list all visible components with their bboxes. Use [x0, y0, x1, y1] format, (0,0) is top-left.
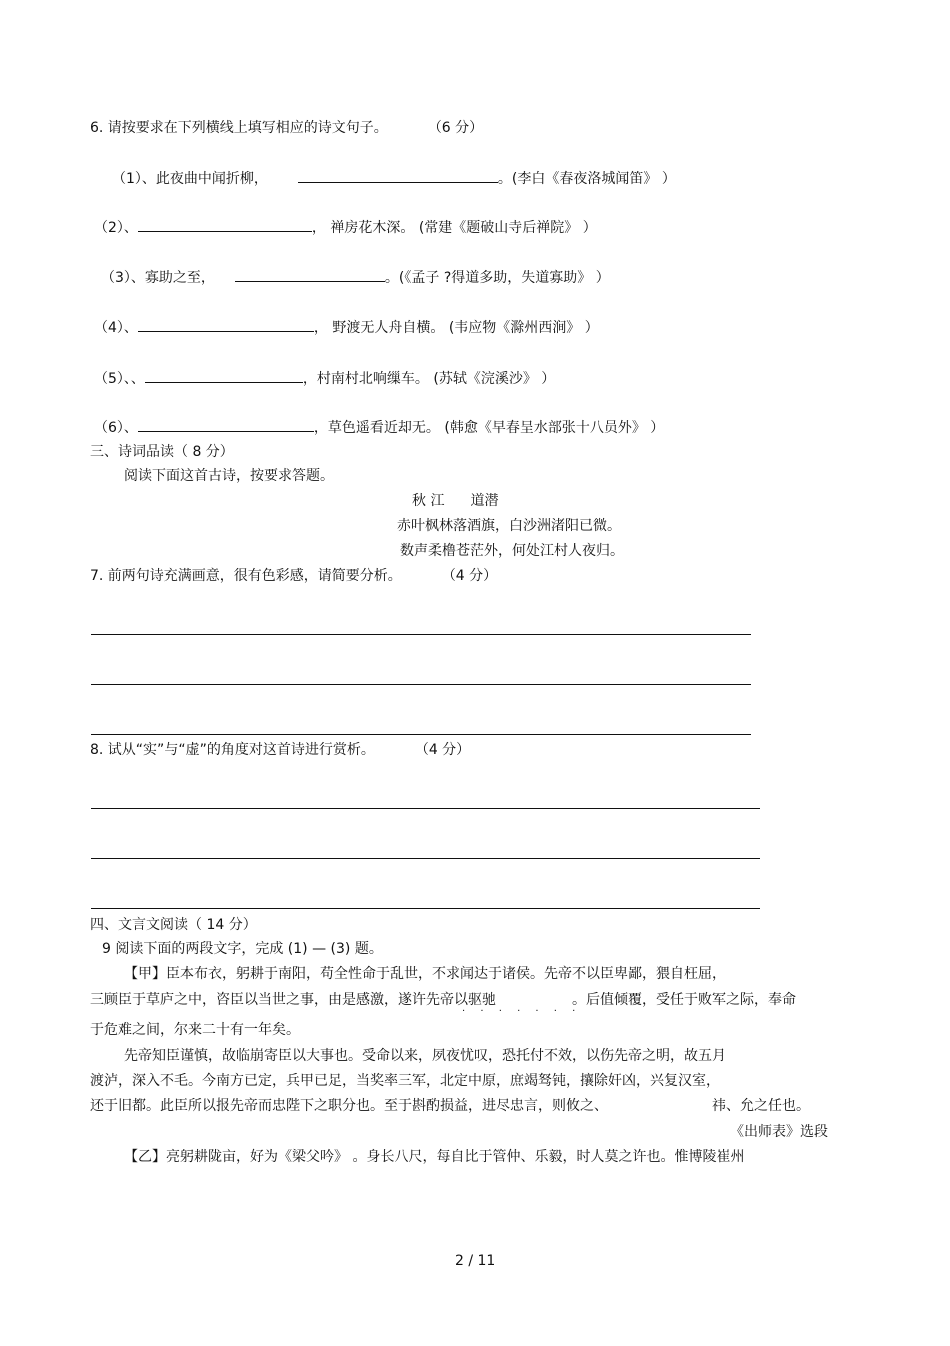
answer-line[interactable]: [91, 684, 751, 685]
poem-line-1: 赤叶枫林落酒旗，白沙洲渚阳已微。: [397, 518, 621, 534]
answer-line[interactable]: [91, 634, 751, 635]
poem-title: 秋 江 道潜: [412, 493, 499, 509]
q6-item-2: （2）、 ， 禅房花木深。 (常建《题破山寺后禅院》 ）: [94, 220, 597, 236]
passage-jia-line-3: 于危难之间，尔来二十有一年矣。: [90, 1022, 300, 1038]
q6-item-3: （3）、寡助之至， 。(《孟子 ?得道多助，失道寡助》 ）: [101, 270, 610, 286]
passage-jia-line-2: 三顾臣于草庐之中，咨臣以当世之事，由是感激，遂许先帝以驱驰: [90, 992, 496, 1008]
passage-jia-line-1: 【甲】臣本布衣，躬耕于南阳，苟全性命于乱世，不求闻达于诸侯。先帝不以臣卑鄙，猥自枉屈，: [124, 966, 726, 982]
emphasis-dots: · · · · · · ·: [462, 1006, 582, 1017]
poem-line-2: 数声柔橹苍茫外，何处江村人夜归。: [400, 543, 624, 559]
q8-prompt: 8. 试从“实”与“虚”的角度对这首诗进行赏析。 （4 分）: [90, 742, 471, 758]
answer-blank[interactable]: [298, 170, 498, 183]
answer-blank[interactable]: [145, 370, 303, 383]
answer-blank[interactable]: [138, 219, 312, 232]
passage-jia-line-5: 渡泸，深入不毛。今南方已定，兵甲已足，当奖率三军，北定中原，庶竭驽钝，攘除奸凶，兴复汉室，: [90, 1073, 720, 1089]
answer-line[interactable]: [91, 808, 760, 809]
passage-jia-line-6b: 祎、允之任也。: [712, 1098, 810, 1114]
q6-title: 6. 请按要求在下列横线上填写相应的诗文句子。 （6 分）: [90, 120, 484, 136]
passage-yi-line-1: 【乙】亮躬耕陇亩，好为《梁父吟》 。身长八尺，每自比于管仲、乐毅，时人莫之许也。惟博陵崔州: [124, 1149, 745, 1165]
section-3-heading: 三、诗词品读（ 8 分）: [90, 444, 234, 460]
q9-prompt: 9 阅读下面的两段文字，完成 (1) — (3) 题。: [102, 941, 383, 957]
q6-item-5: （5）、、 ，村南村北响缫车。 (苏轼《浣溪沙》 ）: [94, 371, 556, 387]
q6-item-1: （1）、此夜曲中闻折柳， 。(李白《春夜洛城闻笛》 ）: [112, 171, 676, 187]
answer-blank[interactable]: [138, 419, 314, 432]
answer-line[interactable]: [91, 908, 760, 909]
answer-line[interactable]: [91, 858, 760, 859]
section-4-heading: 四、文言文阅读（ 14 分）: [90, 917, 257, 933]
section-3-intro: 阅读下面这首古诗，按要求答题。: [124, 468, 334, 484]
poem-author: 道潜: [470, 493, 499, 509]
passage-source: 《出师表》选段: [730, 1124, 828, 1140]
page-number: 2 / 11: [455, 1253, 496, 1269]
q6-item-4: （4）、 ， 野渡无人舟自横。 (韦应物《滁州西涧》 ）: [94, 320, 599, 336]
answer-blank[interactable]: [235, 269, 385, 282]
passage-jia-line-4: 先帝知臣谨慎，故临崩寄臣以大事也。受命以来，夙夜忧叹，恐托付不效，以伤先帝之明，故五月: [124, 1048, 726, 1064]
q6-item-6: （6）、 ，草色遥看近却无。 (韩愈《早春呈水部张十八员外》 ）: [94, 420, 665, 436]
answer-line[interactable]: [91, 734, 751, 735]
q7-prompt: 7. 前两句诗充满画意，很有色彩感，请简要分析。 （4 分）: [90, 568, 498, 584]
passage-jia-line-6: 还于旧都。此臣所以报先帝而忠陛下之职分也。至于斟酌损益，进尽忠言，则攸之、: [90, 1098, 608, 1114]
answer-blank[interactable]: [138, 319, 314, 332]
passage-jia-line-2b: 。后值倾覆，受任于败军之际，奉命: [572, 992, 796, 1008]
